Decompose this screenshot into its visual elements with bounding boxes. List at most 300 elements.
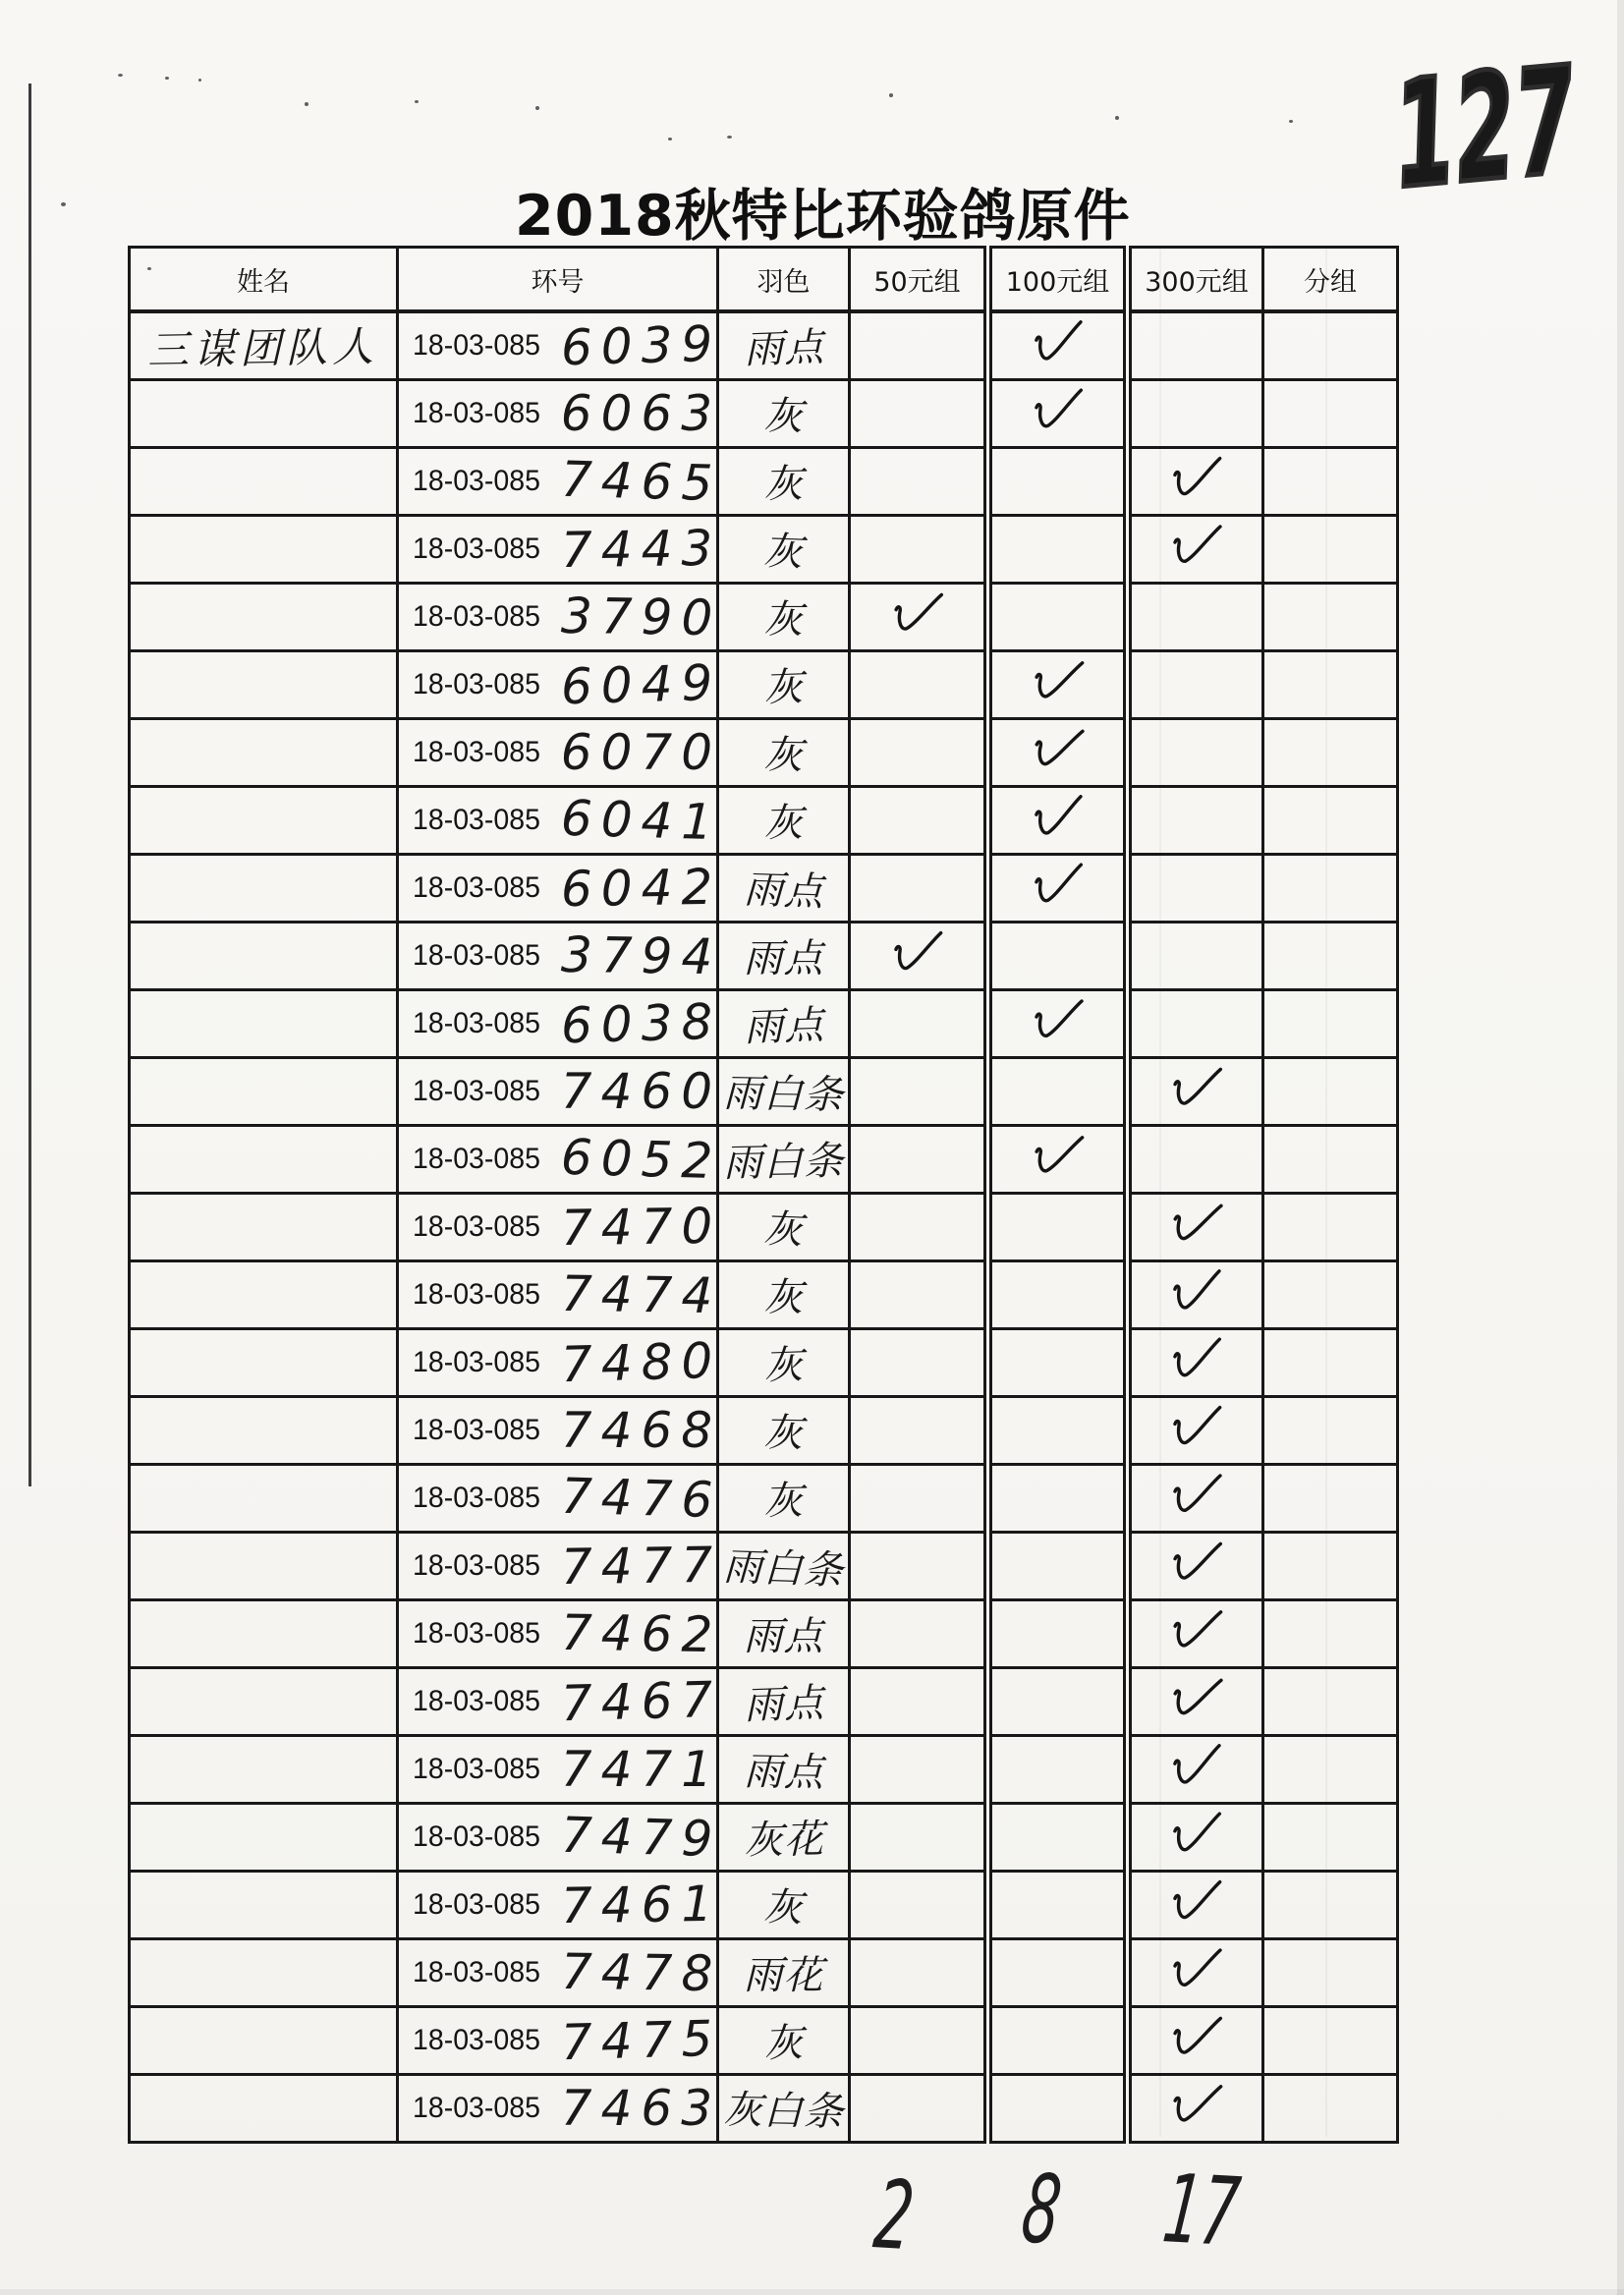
- group-cell-100元组: [988, 989, 1128, 1057]
- group-cell-50元组: [850, 447, 988, 515]
- subgroup-cell: [1263, 989, 1398, 1057]
- checkmark-icon: [1029, 386, 1088, 433]
- name-cell: [130, 1396, 398, 1464]
- checkmark-icon: [1028, 317, 1087, 365]
- handwritten-feather-color: 灰: [762, 1884, 805, 1931]
- handwritten-ring-number: 7471: [560, 1740, 722, 1798]
- ring-prefix: 18-03-085: [413, 328, 540, 362]
- group-cell-300元组: [1128, 786, 1263, 854]
- handwritten-ring-number: 6052: [560, 1128, 722, 1190]
- table-row: [130, 989, 1398, 1057]
- name-cell: [130, 1260, 398, 1328]
- table-row: [130, 447, 1398, 515]
- group-cell-50元组: [850, 311, 988, 379]
- ring-cell: [398, 786, 722, 854]
- subgroup-cell: [1263, 854, 1398, 922]
- handwritten-ring-number: 7477: [560, 1536, 722, 1595]
- group-cell-100元组: [988, 1125, 1128, 1193]
- handwritten-feather-color: 灰: [762, 664, 805, 711]
- ring-cell: [398, 1057, 722, 1125]
- ring-prefix: 18-03-085: [413, 1142, 540, 1175]
- table-row: [130, 1599, 1398, 1667]
- table-row: [130, 583, 1398, 650]
- checkmark-icon: [1028, 724, 1087, 772]
- group-cell-100元组: [988, 447, 1128, 515]
- checkmark-icon: [1167, 2081, 1226, 2128]
- header-group-300: 300元组: [1128, 248, 1263, 312]
- group-cell-100元组: [988, 583, 1128, 650]
- handwritten-feather-color: 雨白条: [722, 1543, 845, 1595]
- handwritten-ring-number: 3790: [560, 587, 722, 646]
- handwritten-ring-number: 6049: [560, 653, 722, 715]
- group-cell-300元组: [1128, 2006, 1263, 2074]
- table-row: [130, 1938, 1398, 2006]
- group-cell-300元组: [1128, 311, 1263, 379]
- subgroup-cell: [1263, 515, 1398, 583]
- handwritten-ring-number: 7480: [560, 1331, 722, 1393]
- ring-prefix: 18-03-085: [413, 2091, 540, 2124]
- ring-cell: [398, 1871, 722, 1938]
- ring-prefix: 18-03-085: [413, 1752, 540, 1785]
- table-row: [130, 311, 1398, 379]
- name-cell: [130, 650, 398, 718]
- name-cell: [130, 379, 398, 447]
- subgroup-cell: [1263, 1735, 1398, 1803]
- subgroup-cell: [1263, 583, 1398, 650]
- scan-edge-artifact: [28, 84, 31, 1486]
- handwritten-feather-color: 灰: [762, 1342, 805, 1389]
- handwritten-feather-color: 雨点: [742, 1002, 825, 1051]
- name-cell: [130, 1193, 398, 1260]
- group-cell-50元组: [850, 1328, 988, 1396]
- subgroup-cell: [1263, 1803, 1398, 1871]
- ring-prefix: 18-03-085: [413, 1006, 540, 1039]
- subgroup-cell: [1263, 1871, 1398, 1938]
- subgroup-cell: [1263, 1193, 1398, 1260]
- checkmark-icon: [1168, 523, 1225, 568]
- name-cell: [130, 1871, 398, 1938]
- handwritten-name: 三谋团队人: [147, 321, 379, 374]
- group-cell-300元组: [1128, 1803, 1263, 1871]
- group-cell-300元组: [1128, 1735, 1263, 1803]
- subgroup-cell: [1263, 1260, 1398, 1328]
- table-row: [130, 1803, 1398, 1871]
- name-cell: [130, 1938, 398, 2006]
- checkmark-icon: [1168, 1403, 1226, 1449]
- color-cell: [718, 1260, 850, 1328]
- group-cell-300元组: [1128, 1532, 1263, 1599]
- handwritten-feather-color: 灰: [762, 1206, 805, 1254]
- handwritten-feather-color: 雨花: [743, 1953, 824, 1998]
- header-name: 姓名: [130, 248, 398, 312]
- ring-cell: [398, 379, 722, 447]
- group-cell-50元组: [850, 1057, 988, 1125]
- color-cell: [718, 1735, 850, 1803]
- group-cell-100元组: [988, 1735, 1128, 1803]
- group-cell-50元组: [850, 1735, 988, 1803]
- group-cell-100元组: [988, 1599, 1128, 1667]
- ring-cell: [398, 1735, 722, 1803]
- color-cell: [718, 1667, 850, 1735]
- name-cell: [130, 1599, 398, 1667]
- scan-speck: [165, 77, 169, 80]
- table-row: [130, 1193, 1398, 1260]
- group-cell-50元组: [850, 922, 988, 989]
- group-cell-300元组: [1128, 1938, 1263, 2006]
- subgroup-cell: [1263, 1328, 1398, 1396]
- scan-speck: [668, 138, 672, 140]
- subgroup-cell: [1263, 311, 1398, 379]
- checkmark-icon: [1168, 1877, 1226, 1924]
- group-cell-100元组: [988, 311, 1128, 379]
- handwritten-ring-number: 6070: [560, 723, 722, 781]
- name-cell: [130, 786, 398, 854]
- handwritten-feather-color: 灰白条: [722, 2087, 845, 2136]
- handwritten-ring-number: 6063: [560, 384, 722, 442]
- group-cell-300元组: [1128, 515, 1263, 583]
- group-cell-50元组: [850, 989, 988, 1057]
- subgroup-cell: [1263, 1599, 1398, 1667]
- handwritten-ring-number: 7478: [560, 1942, 722, 2002]
- handwritten-ring-number: 7475: [560, 2009, 722, 2071]
- group-cell-300元组: [1128, 989, 1263, 1057]
- group-cell-300元组: [1128, 1125, 1263, 1193]
- table-row: [130, 2074, 1398, 2142]
- ring-prefix: 18-03-085: [413, 2023, 540, 2056]
- group-cell-300元组: [1128, 447, 1263, 515]
- ring-cell: [398, 989, 722, 1057]
- group-cell-300元组: [1128, 583, 1263, 650]
- table-row: [130, 1260, 1398, 1328]
- table-row: [130, 718, 1398, 786]
- group-cell-100元组: [988, 718, 1128, 786]
- table-row: [130, 1871, 1398, 1938]
- table-row: [130, 786, 1398, 854]
- handwritten-feather-color: 雨点: [742, 1680, 825, 1729]
- name-cell: [130, 2006, 398, 2074]
- checkmark-icon: [1168, 1472, 1225, 1517]
- name-cell: [130, 2074, 398, 2142]
- handwritten-feather-color: 灰: [762, 800, 805, 847]
- table-row: [130, 1328, 1398, 1396]
- ring-cell: [398, 1125, 722, 1193]
- group-cell-100元组: [988, 1667, 1128, 1735]
- checkmark-icon: [1167, 1673, 1226, 1721]
- group-cell-300元组: [1128, 1260, 1263, 1328]
- color-cell: [718, 718, 850, 786]
- color-cell: [718, 515, 850, 583]
- group-cell-100元组: [988, 1396, 1128, 1464]
- group-cell-50元组: [850, 1125, 988, 1193]
- ring-prefix: 18-03-085: [413, 803, 540, 836]
- group-cell-50元组: [850, 718, 988, 786]
- handwritten-feather-color: 灰: [762, 732, 805, 779]
- handwritten-ring-number: 3794: [560, 925, 722, 985]
- subgroup-cell: [1263, 1464, 1398, 1532]
- handwritten-page-number: 127: [1391, 34, 1579, 223]
- checkmark-icon: [1168, 454, 1226, 500]
- group-cell-300元组: [1128, 1599, 1263, 1667]
- group-cell-50元组: [850, 1396, 988, 1464]
- color-cell: [718, 1803, 850, 1871]
- ring-cell: [398, 1938, 722, 2006]
- color-cell: [718, 583, 850, 650]
- subgroup-cell: [1263, 786, 1398, 854]
- group-cell-100元组: [988, 379, 1128, 447]
- table-row: [130, 650, 1398, 718]
- group-cell-300元组: [1128, 379, 1263, 447]
- group-cell-300元组: [1128, 2074, 1263, 2142]
- subgroup-cell: [1263, 447, 1398, 515]
- handwritten-ring-number: 7479: [560, 1806, 722, 1868]
- group-cell-300元组: [1128, 718, 1263, 786]
- ring-prefix: 18-03-085: [413, 1616, 540, 1650]
- group-cell-50元组: [850, 1599, 988, 1667]
- group-cell-50元组: [850, 1667, 988, 1735]
- ring-cell: [398, 1260, 722, 1328]
- table-row: [130, 1735, 1398, 1803]
- ring-prefix: 18-03-085: [413, 870, 540, 904]
- handwritten-ring-number: 7474: [560, 1264, 722, 1324]
- name-cell: [130, 1735, 398, 1803]
- ring-cell: [398, 650, 722, 718]
- group-cell-50元组: [850, 1260, 988, 1328]
- color-cell: [718, 447, 850, 515]
- header-group-100: 100元组: [988, 248, 1128, 312]
- group-cell-50元组: [850, 2006, 988, 2074]
- ring-cell: [398, 583, 722, 650]
- handwritten-footer-number: 2: [868, 2159, 920, 2272]
- group-cell-300元组: [1128, 650, 1263, 718]
- handwritten-feather-color: 灰: [762, 2020, 805, 2067]
- color-cell: [718, 650, 850, 718]
- ring-cell: [398, 2006, 722, 2074]
- ring-prefix: 18-03-085: [413, 938, 540, 972]
- header-ring: 环号: [398, 248, 718, 312]
- table-row: [130, 1396, 1398, 1464]
- checkmark-icon: [1029, 657, 1088, 704]
- subgroup-cell: [1263, 2006, 1398, 2074]
- name-cell: [130, 447, 398, 515]
- color-cell: [718, 854, 850, 922]
- group-cell-50元组: [850, 1803, 988, 1871]
- group-cell-100元组: [988, 1193, 1128, 1260]
- group-cell-100元组: [988, 786, 1128, 854]
- scan-speck: [305, 102, 308, 106]
- checkmark-icon: [1168, 2013, 1226, 2059]
- handwritten-ring-number: 7443: [560, 519, 722, 579]
- group-cell-300元组: [1128, 922, 1263, 989]
- checkmark-icon: [1167, 1199, 1226, 1247]
- table-body: [130, 311, 1398, 2142]
- ring-prefix: 18-03-085: [413, 1548, 540, 1582]
- checkmark-icon: [1167, 1335, 1226, 1382]
- color-cell: [718, 786, 850, 854]
- subgroup-cell: [1263, 2074, 1398, 2142]
- group-cell-100元组: [988, 515, 1128, 583]
- color-cell: [718, 922, 850, 989]
- handwritten-feather-color: 灰: [762, 393, 805, 440]
- group-cell-50元组: [850, 650, 988, 718]
- handwritten-ring-number: 6039: [560, 314, 722, 377]
- subgroup-cell: [1263, 1532, 1398, 1599]
- name-cell: [130, 1667, 398, 1735]
- handwritten-ring-number: 7462: [560, 1603, 722, 1663]
- handwritten-feather-color: 灰花: [743, 1817, 824, 1864]
- group-cell-300元组: [1128, 1193, 1263, 1260]
- handwritten-ring-number: 7463: [560, 2079, 722, 2137]
- subgroup-cell: [1263, 718, 1398, 786]
- group-cell-50元组: [850, 515, 988, 583]
- ring-cell: [398, 2074, 722, 2142]
- ring-cell: [398, 922, 722, 989]
- ring-prefix: 18-03-085: [413, 1955, 540, 1988]
- handwritten-ring-number: 6041: [560, 789, 722, 851]
- checkmark-icon: [1167, 1810, 1226, 1857]
- group-cell-100元组: [988, 1532, 1128, 1599]
- handwritten-ring-number: 7468: [560, 1401, 722, 1459]
- table-header-row: [130, 248, 1398, 312]
- document-title: 2018秋特比环验鸽原件: [515, 184, 1131, 249]
- checkmark-icon: [1168, 1539, 1226, 1585]
- handwritten-ring-number: 7470: [560, 1197, 722, 1257]
- ring-cell: [398, 854, 722, 922]
- table-row: [130, 2006, 1398, 2074]
- handwritten-ring-number: 7476: [560, 1467, 722, 1529]
- group-cell-300元组: [1128, 1396, 1263, 1464]
- group-cell-50元组: [850, 1871, 988, 1938]
- subgroup-cell: [1263, 1396, 1398, 1464]
- ring-cell: [398, 1532, 722, 1599]
- subgroup-cell: [1263, 650, 1398, 718]
- subgroup-cell: [1263, 1938, 1398, 2006]
- name-cell: [130, 922, 398, 989]
- name-cell: [130, 1057, 398, 1125]
- checkmark-icon: [1167, 1606, 1226, 1653]
- group-cell-300元组: [1128, 1667, 1263, 1735]
- checkmark-icon: [1030, 997, 1087, 1042]
- name-cell: [130, 1803, 398, 1871]
- group-cell-50元组: [850, 1938, 988, 2006]
- ring-prefix: 18-03-085: [413, 1684, 540, 1717]
- scan-speck: [198, 79, 201, 82]
- subgroup-cell: [1263, 922, 1398, 989]
- handwritten-ring-number: 6042: [560, 858, 722, 918]
- checkmark-icon: [1168, 1064, 1226, 1110]
- group-cell-300元组: [1128, 1328, 1263, 1396]
- scan-speck: [1289, 120, 1293, 123]
- handwritten-ring-number: 6038: [560, 992, 722, 1054]
- handwritten-ring-number: 7467: [560, 1670, 722, 1732]
- group-cell-100元组: [988, 1938, 1128, 2006]
- name-cell: [130, 1328, 398, 1396]
- table-row: [130, 515, 1398, 583]
- ring-prefix: 18-03-085: [413, 599, 540, 633]
- scan-speck: [1115, 116, 1119, 120]
- ring-prefix: 18-03-085: [413, 667, 540, 700]
- ring-cell: [398, 718, 722, 786]
- name-cell: [130, 1532, 398, 1599]
- handwritten-feather-color: 灰: [763, 1275, 804, 1320]
- ring-prefix: 18-03-085: [413, 1345, 540, 1378]
- color-cell: [718, 1871, 850, 1938]
- color-cell: [718, 1057, 850, 1125]
- group-cell-50元组: [850, 1532, 988, 1599]
- ring-prefix: 18-03-085: [413, 532, 540, 565]
- ring-cell: [398, 1464, 722, 1532]
- color-cell: [718, 1328, 850, 1396]
- group-cell-100元组: [988, 650, 1128, 718]
- registration-table: [128, 246, 1399, 2144]
- color-cell: [718, 379, 850, 447]
- ring-cell: [398, 1667, 722, 1735]
- checkmark-icon: [1028, 792, 1087, 840]
- group-cell-50元组: [850, 1193, 988, 1260]
- header-color: 羽色: [718, 248, 850, 312]
- color-cell: [718, 1599, 850, 1667]
- table-row: [130, 854, 1398, 922]
- group-cell-100元组: [988, 854, 1128, 922]
- scan-speck: [889, 93, 893, 97]
- table-row: [130, 1464, 1398, 1532]
- table-row: [130, 379, 1398, 447]
- table-row: [130, 1532, 1398, 1599]
- group-cell-100元组: [988, 1871, 1128, 1938]
- group-cell-300元组: [1128, 1057, 1263, 1125]
- group-cell-100元组: [988, 2006, 1128, 2074]
- handwritten-footer-number: 8: [1016, 2154, 1067, 2267]
- name-cell: [130, 1125, 398, 1193]
- ring-cell: [398, 1599, 722, 1667]
- group-cell-100元组: [988, 1464, 1128, 1532]
- subgroup-cell: [1263, 1667, 1398, 1735]
- name-cell: [130, 718, 398, 786]
- checkmark-icon: [1167, 1266, 1226, 1315]
- color-cell: [718, 1125, 850, 1193]
- ring-prefix: 18-03-085: [413, 1819, 540, 1853]
- handwritten-feather-color: 雨白条: [722, 1070, 845, 1119]
- group-cell-100元组: [988, 1328, 1128, 1396]
- scan-speck: [118, 74, 123, 77]
- handwritten-feather-color: 雨点: [742, 867, 825, 916]
- ring-prefix: 18-03-085: [413, 1209, 540, 1243]
- group-cell-300元组: [1128, 1464, 1263, 1532]
- table-row: [130, 1667, 1398, 1735]
- handwritten-feather-color: 灰: [762, 1410, 805, 1457]
- group-cell-50元组: [850, 786, 988, 854]
- handwritten-footer-number: 17: [1157, 2154, 1246, 2268]
- color-cell: [718, 1396, 850, 1464]
- group-cell-100元组: [988, 1260, 1128, 1328]
- ring-cell: [398, 515, 722, 583]
- checkmark-icon: [1029, 861, 1088, 908]
- ring-cell: [398, 1193, 722, 1260]
- scan-speck: [415, 100, 419, 103]
- color-cell: [718, 2074, 850, 2142]
- checkmark-icon: [888, 928, 946, 975]
- table-row: [130, 1057, 1398, 1125]
- handwritten-feather-color: 雨点: [743, 1614, 824, 1659]
- table-row: [130, 1125, 1398, 1193]
- name-cell: [130, 311, 398, 379]
- ring-cell: [398, 1803, 722, 1871]
- checkmark-icon: [888, 589, 946, 636]
- ring-prefix: 18-03-085: [413, 1481, 540, 1514]
- name-cell: [130, 1464, 398, 1532]
- ring-prefix: 18-03-085: [413, 1413, 540, 1446]
- ring-prefix: 18-03-085: [413, 1074, 540, 1107]
- subgroup-cell: [1263, 379, 1398, 447]
